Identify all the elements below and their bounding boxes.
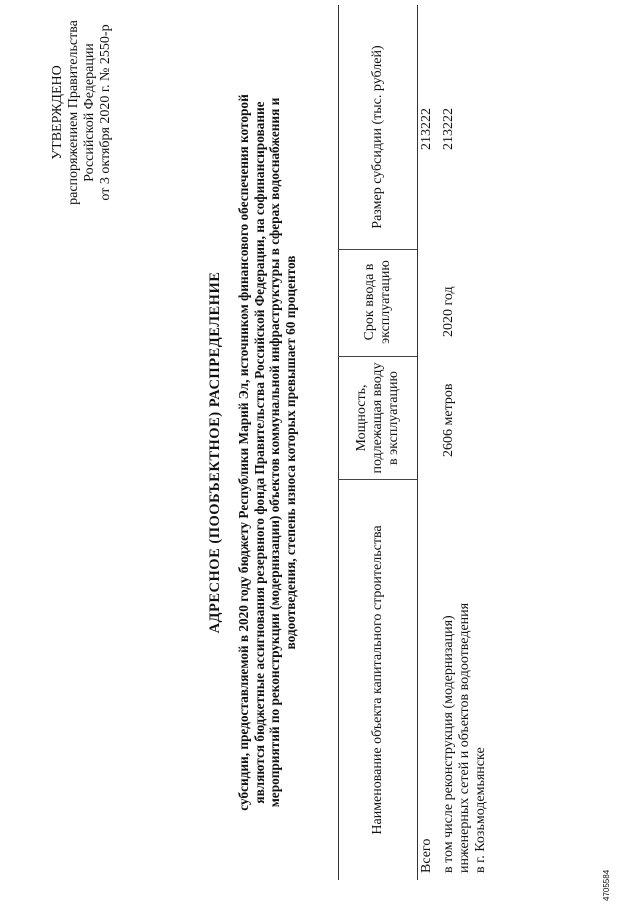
- approval-line-4: от 3 октября 2020 г. № 2550-р: [98, 24, 113, 201]
- object-name: [441, 603, 489, 873]
- approval-line-1: УТВЕРЖДЕНО: [50, 65, 65, 160]
- subtitle-line-4: водоотведения, степень износа которых превышает 60 процентов: [282, 255, 298, 650]
- column-header-name: Наименование объекта капитального строительства: [369, 525, 385, 835]
- subtitle-line-1: субсидии, предоставляемой в 2020 году бюджету Республики Марий Эл, источником финансового обеспечения которой: [236, 94, 251, 811]
- object-name-line-3: в г. Козьмодемьянске: [473, 747, 488, 873]
- subtitle-line-2: являются бюджетные ассигнования резервного фонда Правительства Российской Федерации, на софинансирование: [251, 101, 267, 804]
- object-name-line-1: в том числе реконструкция (модернизация): [441, 615, 456, 873]
- object-capacity: 2606 метров: [441, 383, 456, 457]
- column-divider-3: [338, 249, 417, 250]
- object-name-line-2: инженерных сетей и объектов водоотведения: [457, 602, 472, 873]
- approval-stamp: [50, 5, 114, 220]
- document-number: 4705584: [602, 869, 611, 901]
- object-deadline: 2020 год: [441, 286, 456, 337]
- object-subsidy: 213222: [441, 108, 456, 150]
- column-header-subsidy: Размер субсидии (тыс. рублей): [369, 45, 385, 229]
- column-divider-2: [338, 356, 417, 357]
- approval-line-2: распоряжением Правительства: [66, 20, 81, 205]
- document-title: АДРЕСНОЕ (ПООБЪЕКТНОЕ) РАСПРЕДЕЛЕНИЕ: [207, 271, 223, 634]
- column-header-deadline: Срок ввода в эксплуатацию: [361, 260, 393, 344]
- approval-line-3: Российской Федерации: [82, 43, 97, 182]
- subtitle-line-3: мероприятий по реконструкции (модернизации) объектов коммунальной инфраструктуры в сферах водоснабжения и: [267, 97, 283, 808]
- table-header-border: [417, 5, 418, 880]
- table-top-border: [338, 5, 339, 880]
- document-subtitle: [236, 0, 298, 905]
- total-label: Всего: [419, 838, 434, 873]
- column-header-capacity: Мощность, подлежащая вводу в эксплуатацию: [353, 362, 401, 474]
- total-subsidy: 213222: [419, 108, 434, 150]
